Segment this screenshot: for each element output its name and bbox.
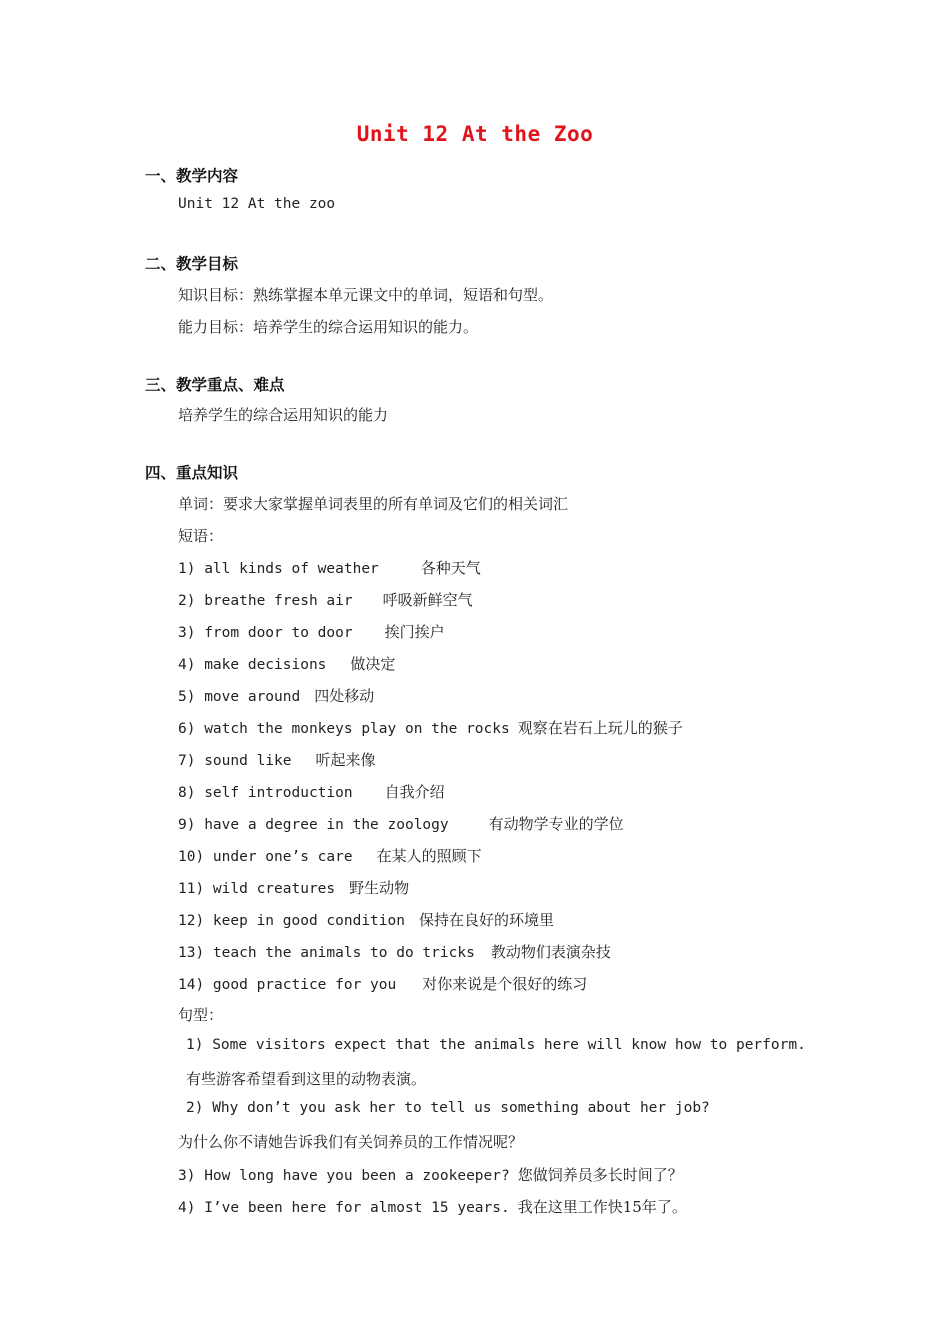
phrase-item: 6) watch the monkeys play on the rocks 观察在岩石上玩儿的猴子 bbox=[178, 719, 683, 737]
sentences-label: 句型： bbox=[178, 1006, 224, 1024]
phrase-item: 11) wild creatures 野生动物 bbox=[178, 879, 410, 897]
phrase-item: 2) breathe fresh air 呼吸新鲜空气 bbox=[178, 591, 473, 609]
knowledge-goal-text: 知识目标：熟练掌握本单元课文中的单词，短语和句型。 bbox=[178, 286, 554, 304]
sentence-3: 3) How long have you been a zookeeper? 您做饲养员多长时间了？ bbox=[178, 1166, 683, 1184]
phrase-item: 8) self introduction 自我介绍 bbox=[178, 783, 445, 801]
sentence-2-chinese: 为什么你不请她告诉我们有关饲养员的工作情况呢？ bbox=[178, 1133, 524, 1151]
teaching-content-text: Unit 12 At the zoo bbox=[178, 196, 336, 212]
section-heading-key-knowledge: 四、重点知识 bbox=[145, 464, 239, 482]
section-heading-key-points: 三、教学重点、难点 bbox=[145, 376, 285, 394]
section-heading-teaching-content: 一、教学内容 bbox=[145, 167, 239, 185]
sentence-1-chinese: 有些游客希望看到这里的动物表演。 bbox=[186, 1070, 427, 1088]
key-points-text: 培养学生的综合运用知识的能力 bbox=[178, 406, 389, 424]
phrases-label: 短语： bbox=[178, 527, 224, 545]
phrase-item: 10) under one’s care 在某人的照顾下 bbox=[178, 847, 482, 865]
phrase-item: 13) teach the animals to do tricks 教动物们表演杂技 bbox=[178, 943, 611, 961]
phrase-item: 9) have a degree in the zoology 有动物学专业的学位 bbox=[178, 815, 624, 833]
page-title: Unit 12 At the Zoo bbox=[356, 122, 594, 146]
section-heading-teaching-goals: 二、教学目标 bbox=[145, 255, 239, 273]
phrase-item: 5) move around 四处移动 bbox=[178, 687, 375, 705]
sentence-1-english: 1) Some visitors expect that the animals here will know how to perform. bbox=[186, 1037, 806, 1053]
phrase-item: 14) good practice for you 对你来说是个很好的练习 bbox=[178, 975, 588, 993]
sentence-2-english: 2) Why don’t you ask her to tell us something about her job? bbox=[186, 1100, 710, 1116]
phrase-item: 4) make decisions 做决定 bbox=[178, 655, 396, 673]
sentence-4: 4) I’ve been here for almost 15 years. 我在这里工作快15年了。 bbox=[178, 1198, 687, 1216]
ability-goal-text: 能力目标：培养学生的综合运用知识的能力。 bbox=[178, 318, 479, 336]
phrase-item: 7) sound like 听起来像 bbox=[178, 751, 376, 769]
phrase-item: 12) keep in good condition 保持在良好的环境里 bbox=[178, 911, 554, 929]
phrase-item: 3) from door to door 挨门挨户 bbox=[178, 623, 445, 641]
phrase-item: 1) all kinds of weather 各种天气 bbox=[178, 559, 481, 577]
words-requirement-text: 单词：要求大家掌握单词表里的所有单词及它们的相关词汇 bbox=[178, 495, 569, 513]
